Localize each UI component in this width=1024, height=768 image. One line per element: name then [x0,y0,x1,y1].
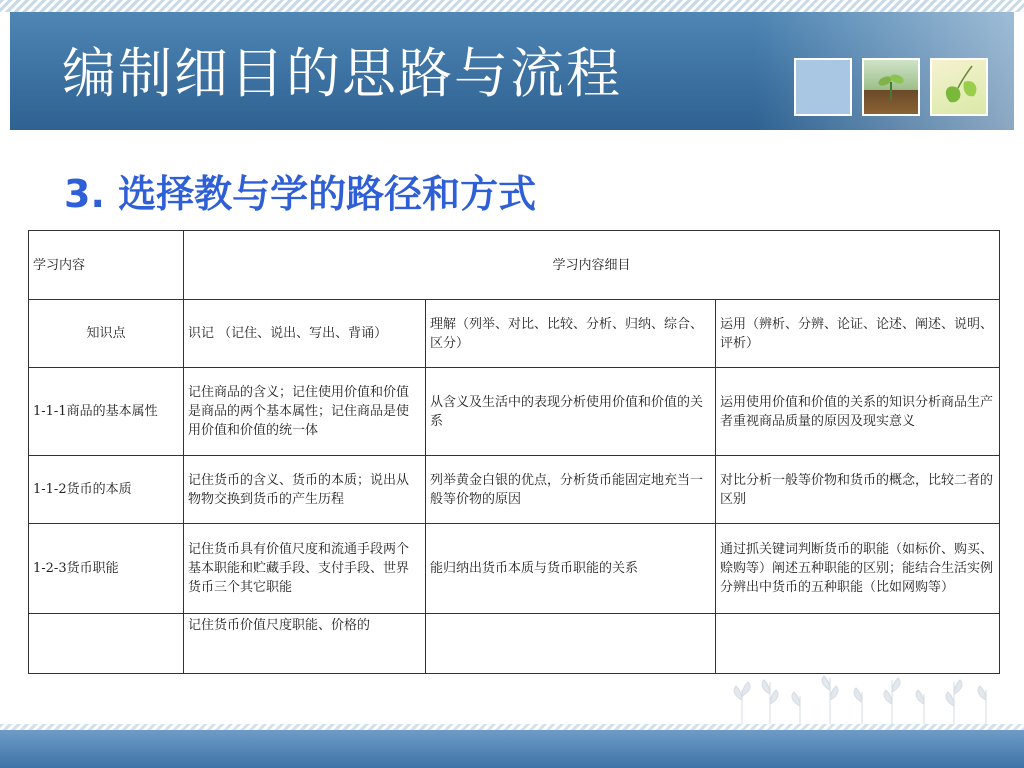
footer-band [0,730,1024,768]
table-row [29,614,1000,674]
content-table-container [28,230,999,633]
apply-cell: 通过抓关键词判断货币的职能（如标价、购买、赊购等）阐述五种职能的区别；能结合生活实例分辨出中货币的五种职能（比如网购等） [716,524,1000,614]
apply-cell: 对比分析一般等价物和货币的概念，比较二者的区别 [716,456,1000,524]
header-level-apply: 运用（辨析、分辨、论证、论述、阐述、说明、评析） [716,300,1000,368]
page-title: 编制细目的思路与流程 [62,42,622,105]
knowledge-point-cell: 1-2-3货币职能 [29,524,184,614]
table-row [29,524,1000,614]
section-subtitle: 3. 选择教与学的路径和方式 [64,172,537,216]
decorative-tile [794,58,852,116]
header-level-understand: 理解（列举、对比、比较、分析、归纳、综合、区分） [426,300,716,368]
knowledge-point-cell: 1-1-1商品的基本属性 [29,368,184,456]
table-row [29,456,1000,524]
recall-cell: 记住商品的含义；记住使用价值和价值是商品的两个基本属性；记住商品是使用价值和价值的统一体 [184,368,426,456]
title-banner [10,12,1014,130]
header-level-recall: 识记 （记住、说出、写出、背诵） [184,300,426,368]
understand-cell: 从含义及生活中的表现分析使用价值和价值的关系 [426,368,716,456]
recall-cell: 记住货币的含义、货币的本质；说出从物物交换到货币的产生历程 [184,456,426,524]
header-knowledge-point: 知识点 [29,300,184,368]
leaf-image [930,58,988,116]
header-learning-detail: 学习内容细目 [184,231,1000,300]
apply-cell [716,614,1000,674]
knowledge-point-cell: 1-1-2货币的本质 [29,456,184,524]
table-header-row [29,231,1000,300]
header-learning-content: 学习内容 [29,231,184,300]
learning-content-table [28,230,1000,674]
sprout-image [862,58,920,116]
knowledge-point-cell [29,614,184,674]
recall-cell: 记住货币价值尺度职能、价格的 [184,614,426,674]
recall-cell: 记住货币具有价值尺度和流通手段两个基本职能和贮藏手段、支付手段、世界货币三个其它职能 [184,524,426,614]
understand-cell [426,614,716,674]
table-subheader-row [29,300,1000,368]
understand-cell: 能归纳出货币本质与货币职能的关系 [426,524,716,614]
table-row [29,368,1000,456]
apply-cell: 运用使用价值和价值的关系的知识分析商品生产者重视商品质量的原因及现实意义 [716,368,1000,456]
top-decorative-stripe [0,0,1024,12]
plant-silhouettes-decoration [730,670,1010,730]
understand-cell: 列举黄金白银的优点，分析货币能固定地充当一般等价物的原因 [426,456,716,524]
